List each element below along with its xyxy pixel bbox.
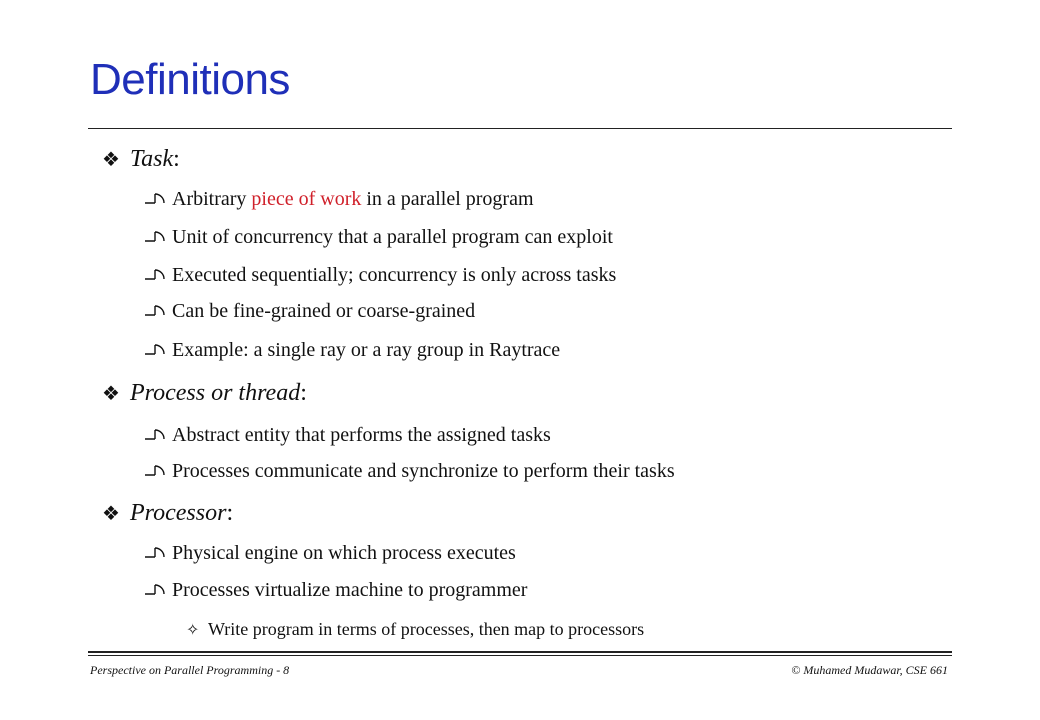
- processor-subitem-text: Write program in terms of processes, then map to processors: [208, 619, 645, 639]
- quarter-circle-bullet-icon: [144, 426, 172, 444]
- diamond-bullet-icon: ❖: [102, 383, 120, 405]
- title-divider: [88, 128, 952, 129]
- task-item: [144, 262, 616, 288]
- quarter-circle-bullet-icon: [144, 544, 172, 562]
- four-point-star-icon: ✧: [186, 622, 200, 639]
- task-item-text-before: Arbitrary: [172, 188, 252, 210]
- task-item-highlight: piece of work: [251, 188, 362, 210]
- task-item: [144, 186, 534, 212]
- task-item-text-after: in a parallel program: [361, 188, 534, 210]
- task-colon: :: [173, 146, 180, 172]
- slide-title: Definitions: [90, 55, 290, 104]
- task-item-text: Can be fine-grained or coarse-grained: [172, 300, 476, 322]
- diamond-bullet-icon: ❖: [102, 503, 120, 525]
- task-item-text: Executed sequentially; concurrency is only across tasks: [172, 264, 617, 286]
- bullet-process: [102, 378, 307, 409]
- processor-item: [144, 540, 516, 566]
- task-item: [144, 224, 613, 250]
- process-item: [144, 458, 675, 484]
- quarter-circle-bullet-icon: [144, 341, 172, 359]
- process-item-text: Abstract entity that performs the assigned tasks: [172, 424, 551, 446]
- quarter-circle-bullet-icon: [144, 302, 172, 320]
- task-item: [144, 337, 560, 363]
- task-item: [144, 298, 475, 324]
- process-colon: :: [300, 380, 307, 406]
- footer-right-text: © Muhamed Mudawar, CSE 661: [791, 663, 948, 677]
- task-item-text: Example: a single ray or a ray group in Raytrace: [172, 339, 561, 361]
- quarter-circle-bullet-icon: [144, 462, 172, 480]
- footer-divider-thin: [88, 655, 952, 656]
- diamond-bullet-icon: ❖: [102, 149, 120, 171]
- processor-subitem: [186, 618, 644, 642]
- quarter-circle-bullet-icon: [144, 266, 172, 284]
- footer-divider: [88, 651, 952, 653]
- process-item: [144, 422, 551, 448]
- processor-label: Processor: [130, 500, 227, 526]
- process-label: Process or thread: [130, 380, 301, 406]
- processor-item: [144, 577, 527, 603]
- task-label: Task: [130, 146, 174, 172]
- quarter-circle-bullet-icon: [144, 190, 172, 208]
- footer-left-text: Perspective on Parallel Programming - 8: [90, 663, 290, 677]
- bullet-task: [102, 144, 180, 175]
- task-item-text: Unit of concurrency that a parallel program can exploit: [172, 226, 613, 248]
- quarter-circle-bullet-icon: [144, 581, 172, 599]
- processor-item-text: Processes virtualize machine to programmer: [172, 579, 528, 601]
- process-item-text: Processes communicate and synchronize to perform their tasks: [172, 460, 675, 482]
- processor-item-text: Physical engine on which process executes: [172, 542, 516, 564]
- processor-colon: :: [226, 500, 234, 526]
- quarter-circle-bullet-icon: [144, 228, 172, 246]
- bullet-processor: [102, 498, 233, 529]
